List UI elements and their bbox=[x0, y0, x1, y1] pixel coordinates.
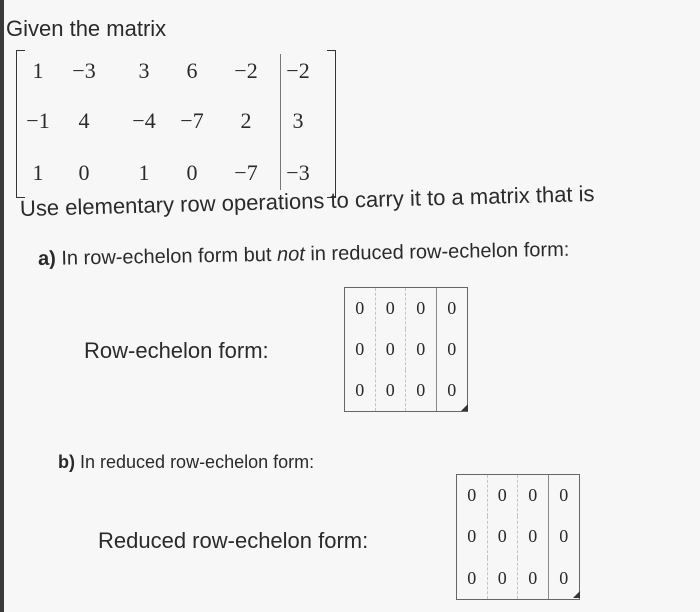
matrix-cell: 3 bbox=[292, 108, 304, 133]
matrix-input-cell[interactable]: 0 bbox=[376, 370, 407, 411]
matrix-input-cell[interactable]: 0 bbox=[406, 288, 437, 329]
matrix-cell: 0 bbox=[186, 160, 198, 185]
matrix-input-cell[interactable]: 0 bbox=[376, 329, 407, 370]
matrix-input-cell[interactable]: 0 bbox=[518, 516, 549, 557]
matrix-input-cell[interactable]: 0 bbox=[457, 558, 488, 599]
matrix-input-cell[interactable]: 0 bbox=[457, 475, 488, 516]
part-b-prompt bbox=[58, 452, 314, 473]
matrix-input-cell[interactable]: 0 bbox=[376, 288, 407, 329]
reduced-row-echelon-label: Reduced row-echelon form: bbox=[98, 528, 369, 553]
matrix-cell: −2 bbox=[234, 58, 258, 83]
part-a-prompt bbox=[38, 239, 570, 271]
matrix-input-cell[interactable]: 0 bbox=[457, 516, 488, 557]
matrix-input-cell[interactable]: 0 bbox=[559, 567, 569, 588]
matrix-cell: −7 bbox=[180, 108, 204, 133]
matrix-cell: 1 bbox=[32, 58, 44, 83]
matrix-input-cell[interactable]: 0 bbox=[345, 288, 376, 329]
matrix-cell: 6 bbox=[186, 58, 198, 83]
matrix-input-cell[interactable]: 0 bbox=[488, 475, 519, 516]
matrix-cell: 1 bbox=[32, 160, 44, 185]
matrix-right-bracket bbox=[327, 50, 336, 198]
matrix-input-cell[interactable]: 0 bbox=[488, 516, 519, 557]
matrix-input-cell[interactable]: 0 bbox=[559, 485, 569, 506]
matrix-cell: 3 bbox=[138, 58, 150, 83]
matrix-input-cell[interactable]: 0 bbox=[345, 370, 376, 411]
reduced-row-echelon-matrix-input[interactable] bbox=[456, 474, 580, 600]
matrix-cell: −3 bbox=[72, 58, 96, 83]
matrix-cell: −7 bbox=[234, 160, 258, 185]
matrix-input-cell[interactable]: 0 bbox=[406, 370, 437, 411]
part-b-text: In reduced row-echelon form: bbox=[75, 452, 315, 472]
part-a-letter: a) bbox=[37, 247, 56, 270]
matrix-cell: 0 bbox=[78, 160, 90, 185]
matrix-cell: 4 bbox=[78, 108, 90, 133]
row-echelon-matrix-input[interactable] bbox=[344, 287, 468, 412]
resize-handle-icon[interactable] bbox=[460, 403, 469, 412]
part-a-emphasis: not bbox=[276, 243, 305, 266]
part-a-suffix: in reduced row-echelon form: bbox=[304, 238, 570, 266]
instruction-text: Use elementary row operations to carry it to a matrix that is bbox=[19, 180, 595, 221]
matrix-cell: −3 bbox=[286, 160, 310, 185]
matrix-input-cell[interactable]: 0 bbox=[345, 329, 376, 370]
left-edge-border bbox=[0, 0, 4, 612]
matrix-cell: −2 bbox=[286, 58, 310, 83]
matrix-cell: −4 bbox=[132, 108, 156, 133]
part-b-letter: b) bbox=[58, 452, 75, 472]
row-echelon-label: Row-echelon form: bbox=[84, 338, 269, 363]
matrix-cell: −1 bbox=[26, 108, 50, 133]
matrix-cell: 1 bbox=[138, 160, 150, 185]
matrix-input-cell[interactable]: 0 bbox=[518, 558, 549, 599]
matrix-input-cell[interactable]: 0 bbox=[447, 339, 457, 359]
matrix-input-cell[interactable]: 0 bbox=[406, 329, 437, 370]
matrix-cell: 2 bbox=[240, 108, 252, 133]
matrix-input-cell[interactable]: 0 bbox=[559, 526, 569, 547]
part-a-prefix: In row-echelon form but bbox=[55, 243, 278, 270]
matrix-input-cell[interactable]: 0 bbox=[447, 380, 457, 400]
resize-handle-icon[interactable] bbox=[572, 590, 581, 599]
matrix-input-cell[interactable]: 0 bbox=[447, 298, 457, 318]
page-title: Given the matrix bbox=[6, 16, 167, 41]
given-matrix bbox=[16, 50, 336, 198]
matrix-input-cell[interactable]: 0 bbox=[488, 558, 519, 599]
matrix-input-cell[interactable]: 0 bbox=[518, 475, 549, 516]
